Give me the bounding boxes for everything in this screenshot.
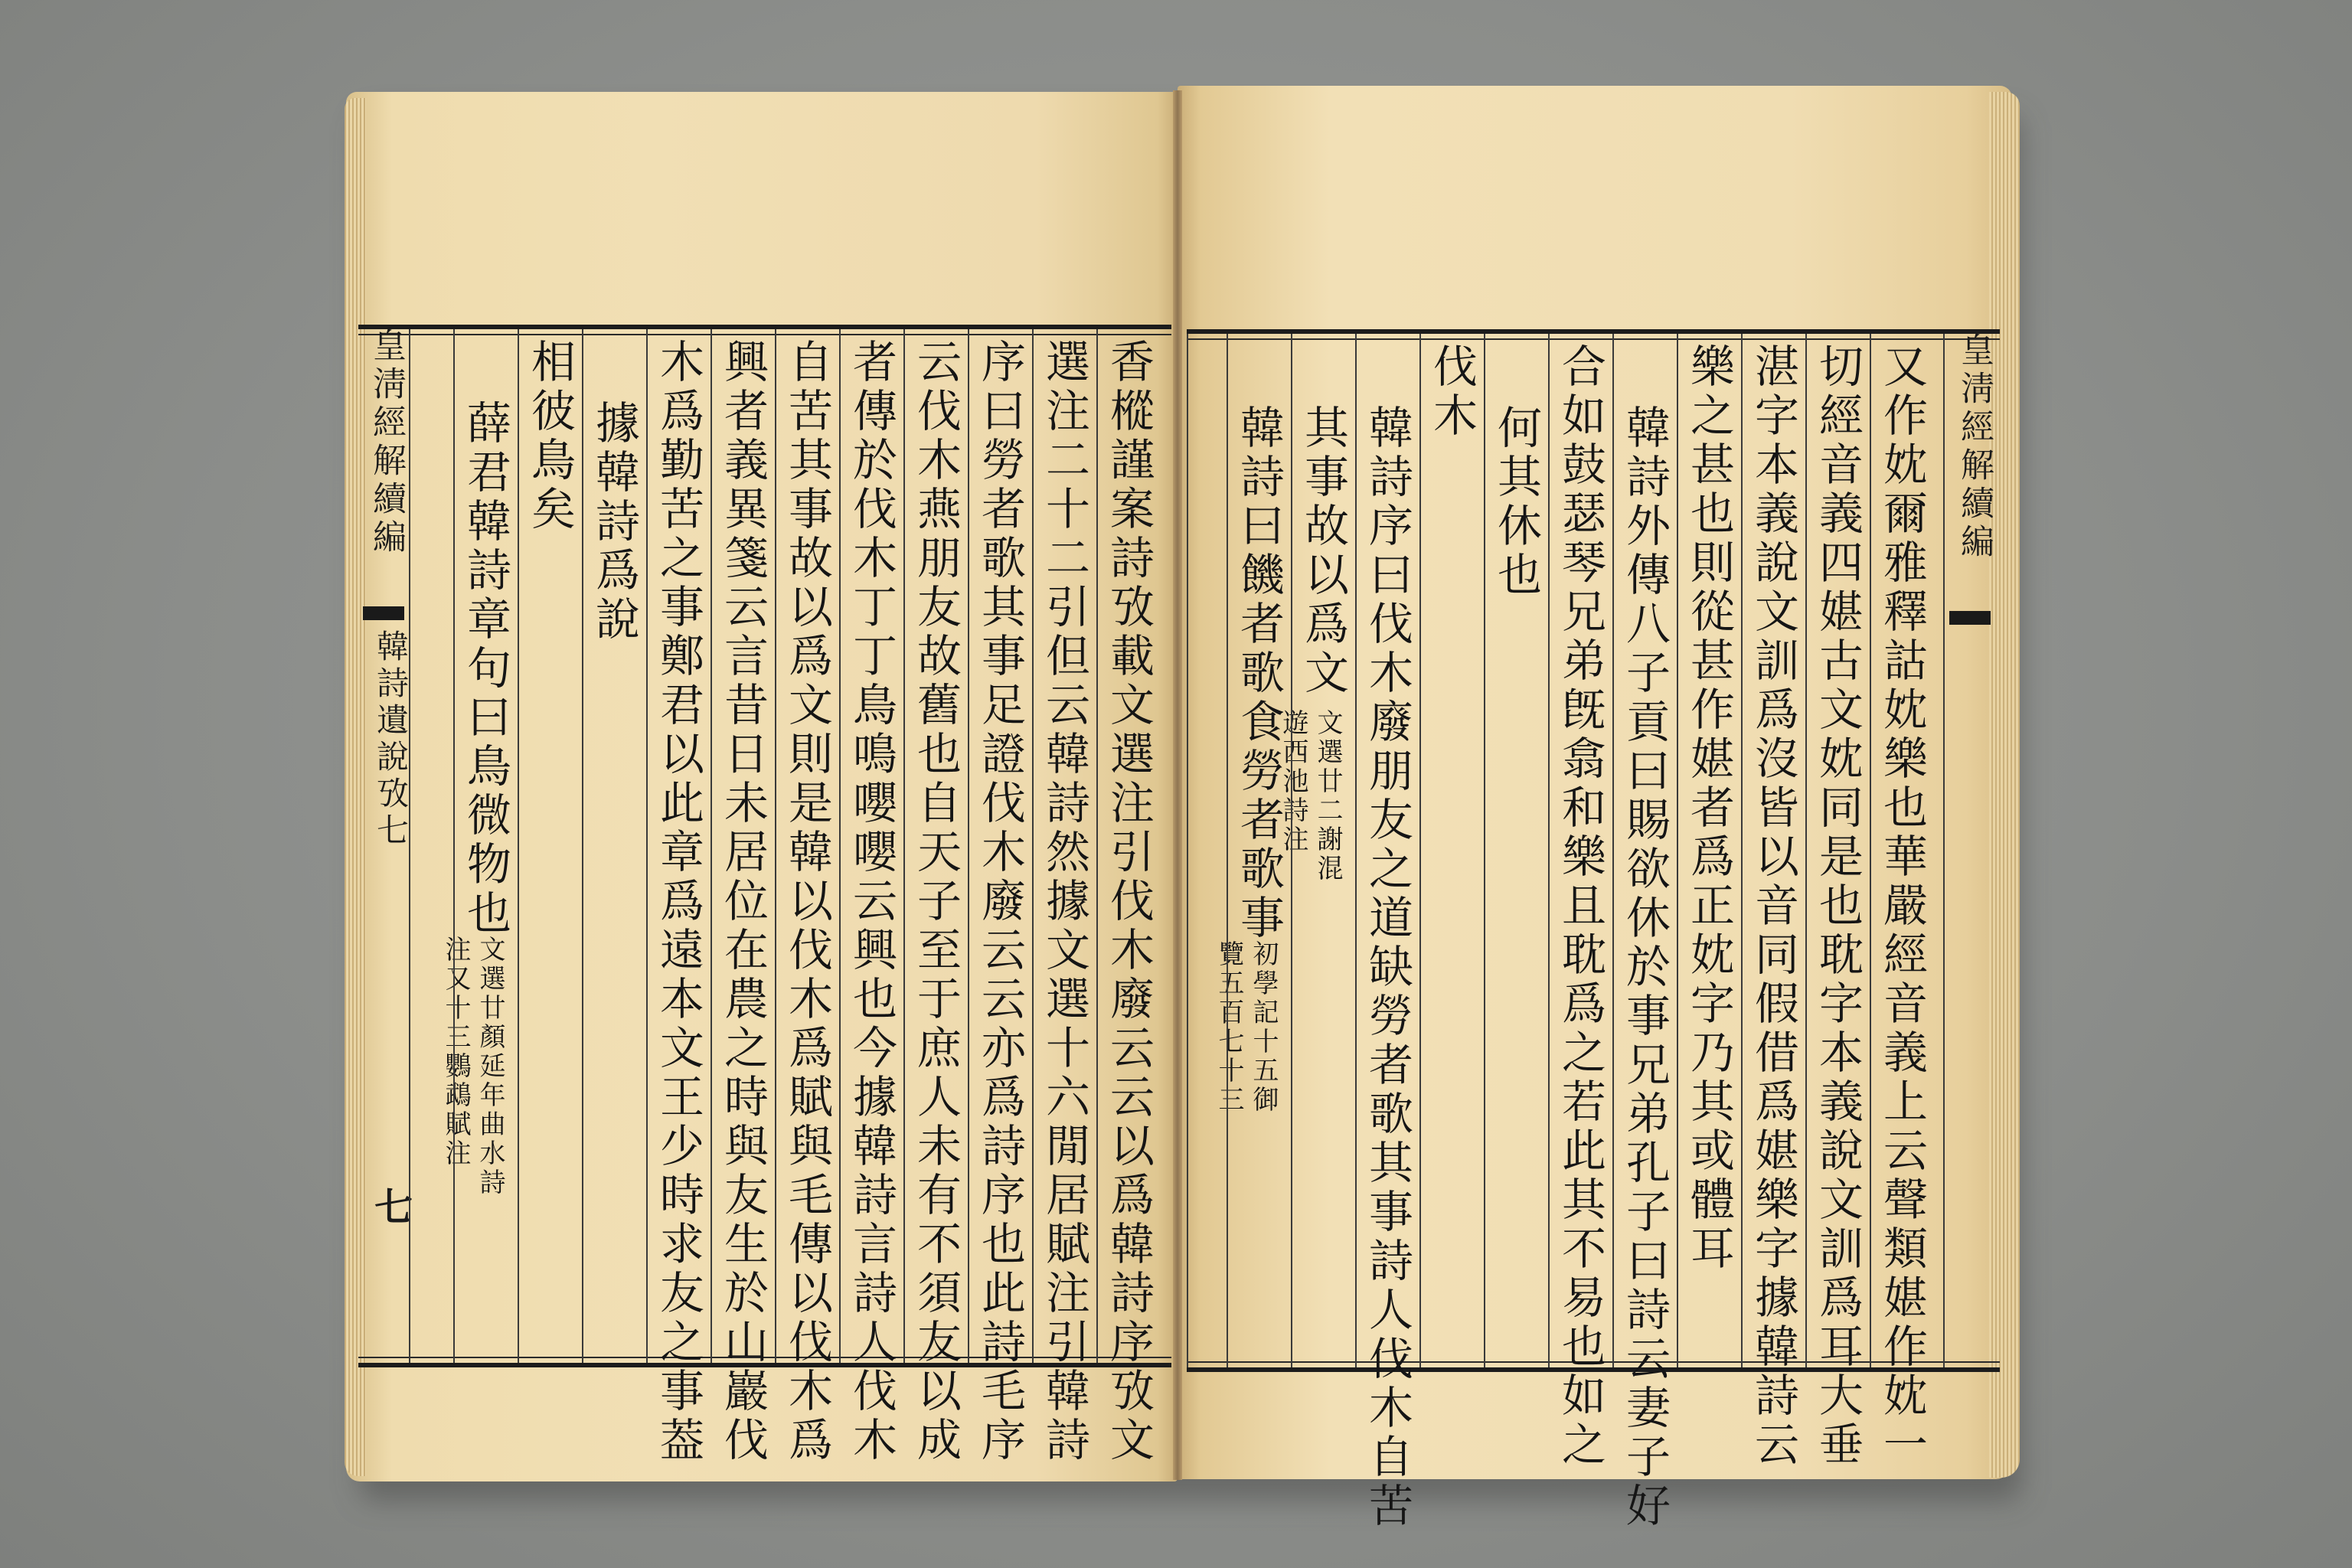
column-rule — [1677, 334, 1678, 1367]
text-column: 又作妉爾雅釋詁妉樂也華嚴經音義上云聲類媅作妉一 — [1876, 343, 1928, 1470]
column-rule — [1612, 334, 1614, 1367]
text-column: 湛字本義說文訓爲沒皆以音同假借爲媅樂字據韓詩云 — [1747, 343, 1799, 1470]
right-text-frame — [1187, 329, 2000, 1531]
text-column: 薛君韓詩章句曰鳥微物也 — [459, 400, 511, 939]
column-rule — [1096, 329, 1098, 1363]
column-rule — [1943, 334, 1945, 1367]
column-rule — [1032, 329, 1034, 1363]
text-column: 何其休也 — [1490, 404, 1542, 600]
column-rule — [1355, 334, 1357, 1367]
text-column: 序曰勞者歌其事足證伐木廢云云亦爲詩序也此詩毛序 — [974, 338, 1026, 1465]
column-rule — [518, 329, 519, 1363]
left-gutter — [358, 328, 413, 1363]
text-column: 者傳於伐木丁丁鳥鳴嚶嚶云興也今據韓詩言詩人伐木 — [845, 338, 897, 1465]
column-rule — [968, 329, 969, 1363]
bleed-through — [995, 567, 1057, 756]
column-rule — [839, 329, 841, 1363]
binding-crease — [1173, 90, 1182, 1480]
column-rule — [582, 329, 583, 1363]
annotation-column: 注又十三鸚鵡賦注 — [440, 936, 471, 1168]
column-rule — [453, 329, 455, 1363]
frame-top-rule — [358, 334, 1171, 335]
text-column: 云伐木燕朋友故舊也自天子至于庶人未有不須友以成 — [910, 338, 962, 1465]
text-column: 韓詩外傳八子貢曰賜欲休於事兄弟孔子曰詩云妻子好 — [1619, 404, 1671, 1531]
column-rule — [903, 329, 905, 1363]
column-rule — [1419, 334, 1421, 1367]
column-rule — [646, 329, 648, 1363]
gutter-title: 皇淸經解續編 — [1955, 332, 1994, 562]
text-column: 伐木 — [1426, 343, 1478, 441]
left-text-frame — [358, 325, 1171, 1465]
annotation-column: 文選廿顏延年曲水詩 — [475, 936, 505, 1197]
gutter-section: 韓詩遺說攷七 — [372, 629, 410, 850]
column-rule — [1227, 334, 1228, 1367]
annotation-column: 初學記十五御 — [1248, 940, 1279, 1115]
fishtail-mark — [1949, 611, 1991, 625]
gutter-title: 皇淸經解續編 — [367, 328, 406, 557]
text-column: 切經音義四媅古文妉同是也耽字本義說文訓爲耳大垂 — [1811, 343, 1864, 1470]
column-rule — [1484, 334, 1485, 1367]
text-column: 據韓詩爲說 — [588, 400, 640, 645]
column-rule — [1805, 334, 1807, 1367]
text-column: 自苦其事故以爲文則是韓以伐木爲賦與毛傳以伐木爲 — [781, 338, 833, 1465]
text-column: 韓詩曰饑者歌食勞者歌事 — [1233, 404, 1285, 943]
fishtail-mark — [363, 606, 404, 620]
text-column: 相彼鳥矣 — [524, 338, 576, 534]
column-rule — [1291, 334, 1292, 1367]
column-rule — [1741, 334, 1743, 1367]
text-column: 韓詩序曰伐木廢朋友之道缺勞者歌其事詩人伐木自苦 — [1361, 404, 1413, 1531]
text-column: 木爲勤苦之事鄭君以此章爲遠本文王少時求友之事葢 — [652, 338, 704, 1465]
column-rule — [710, 329, 712, 1363]
text-column: 興者義異箋云言昔日未居位在農之時與友生於山巖伐 — [717, 338, 769, 1465]
right-gutter — [1945, 334, 1995, 1367]
column-rule — [409, 329, 410, 1363]
column-rule — [775, 329, 776, 1363]
text-column: 合如鼓瑟琴兄弟旣翕和樂且耽爲之若此其不易也如之 — [1554, 343, 1606, 1470]
annotation-column: 遊西池詩注 — [1278, 709, 1308, 854]
column-rule — [1548, 334, 1550, 1367]
annotation-column: 覽五百七十三 — [1214, 940, 1244, 1115]
text-column: 樂之甚也則從甚作媅者爲正妉字乃其或體耳 — [1683, 343, 1735, 1274]
text-column: 選注二十二引但云韓詩然據文選十六閒居賦注引韓詩 — [1038, 338, 1090, 1465]
annotation-column: 文選廿二謝混 — [1312, 709, 1343, 884]
text-column: 香樅謹案詩攷載文選注引伐木廢云云以爲韓詩序攷文 — [1102, 338, 1155, 1465]
frame-top-rule — [1187, 338, 2000, 340]
column-rule — [1870, 334, 1871, 1367]
folio-number: 七 — [368, 1187, 413, 1230]
column-rule — [1187, 334, 1188, 1367]
text-column: 其事故以爲文 — [1297, 404, 1349, 698]
